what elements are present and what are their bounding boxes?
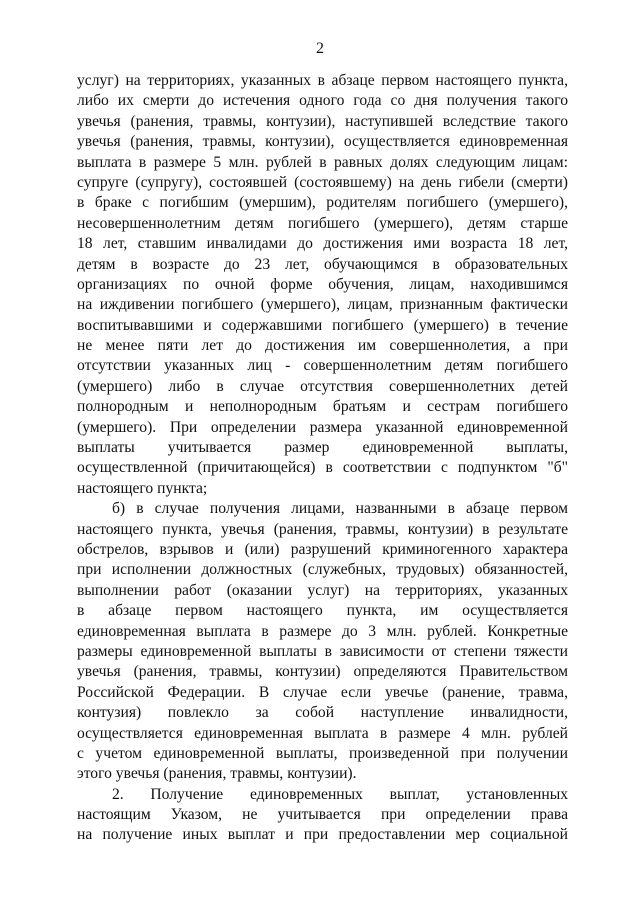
text-line: настоящего пункта, увечья (ранения, травмы, контузии) в результате — [77, 520, 568, 538]
text-line: увечья (ранения, травмы, контузии), наступившей вследствие такого — [77, 112, 568, 130]
text-line: в абзаце первом настоящего пункта, им осуществляется — [77, 602, 568, 620]
paragraph-2 — [77, 785, 568, 846]
text-line: (умершего). При определении размера указанной единовременной — [77, 418, 568, 436]
page-number: 2 — [316, 40, 324, 57]
text-line: б) в случае получения лицами, названными в абзаце первом — [112, 500, 568, 518]
text-line: 18 лет, ставшим инвалидами до достижения ими возраста 18 лет, — [77, 235, 568, 253]
text-line: осуществленной (причитающейся) в соответствии с подпунктом "б" — [77, 459, 568, 477]
text-line: осуществляется единовременная выплата в размере 4 млн. рублей — [77, 724, 568, 742]
text-line: на иждивении погибшего (умершего), лицам, признанным фактически — [77, 296, 568, 314]
text-line: выполнении работ (оказании услуг) на территориях, указанных — [77, 581, 568, 599]
text-line: отсутствии указанных лиц - совершеннолетним детям погибшего — [77, 357, 568, 375]
text-line: увечья (ранения, травмы, контузии) определяются Правительством — [77, 663, 568, 681]
text-line: настоящим Указом, не учитывается при определении права — [77, 806, 568, 824]
text-line: единовременная выплата в размере до 3 млн. рублей. Конкретные — [77, 622, 568, 640]
text-line: либо их смерти до истечения одного года со дня получения такого — [77, 92, 568, 110]
text-line: услуг) на территориях, указанных в абзаце первом настоящего пункта, — [77, 72, 568, 89]
text-line: не менее пяти лет до достижения им совершеннолетия, а при — [77, 337, 568, 355]
text-line: на получение иных выплат и при предоставлении мер социальной — [77, 826, 568, 844]
text-line: размеры единовременной выплаты в зависимости от степени тяжести — [77, 642, 568, 660]
text-line: при исполнении должностных (служебных, трудовых) обязанностей, — [77, 561, 568, 579]
text-line: этого увечья (ранения, травмы, контузии). — [77, 765, 357, 783]
text-line: воспитывавшими и содержавшими погибшего (умершего) в течение — [77, 316, 568, 334]
text-line: выплаты учитывается размер единовременной выплаты, — [77, 439, 568, 457]
text-line: выплата в размере 5 млн. рублей в равных долях следующим лицам: — [77, 153, 568, 171]
paragraph-b — [77, 499, 568, 784]
paragraph-a-continuation — [77, 71, 568, 499]
text-line: организациях по очной форме обучения, лицам, находившимся — [77, 275, 568, 293]
text-line: (умершего) либо в случае отсутствия совершеннолетних детей — [77, 377, 568, 395]
text-line: увечья (ранения, травмы, контузии), осуществляется единовременная — [77, 133, 568, 151]
text-line: настоящего пункта; — [77, 479, 208, 497]
text-line: обстрелов, взрывов и (или) разрушений криминогенного характера — [77, 540, 568, 558]
text-line: с учетом единовременной выплаты, произведенной при получении — [77, 744, 568, 762]
text-line: супруге (супругу), состоявшей (состоявшему) на день гибели (смерти) — [77, 173, 568, 191]
text-line: детям в возрасте до 23 лет, обучающимся в образовательных — [77, 255, 568, 273]
text-line: контузия) повлекло за собой наступление инвалидности, — [77, 704, 568, 722]
text-line: несовершеннолетним детям погибшего (умершего), детям старше — [77, 214, 568, 232]
text-line: в браке с погибшим (умершим), родителям погибшего (умершего), — [77, 194, 568, 212]
text-line: Российской Федерации. В случае если увечье (ранение, травма, — [77, 683, 568, 701]
document-body — [77, 71, 568, 846]
text-line: 2. Получение единовременных выплат, установленных — [112, 785, 568, 803]
text-line: полнородным и неполнородным братьям и сестрам погибшего — [77, 398, 568, 416]
